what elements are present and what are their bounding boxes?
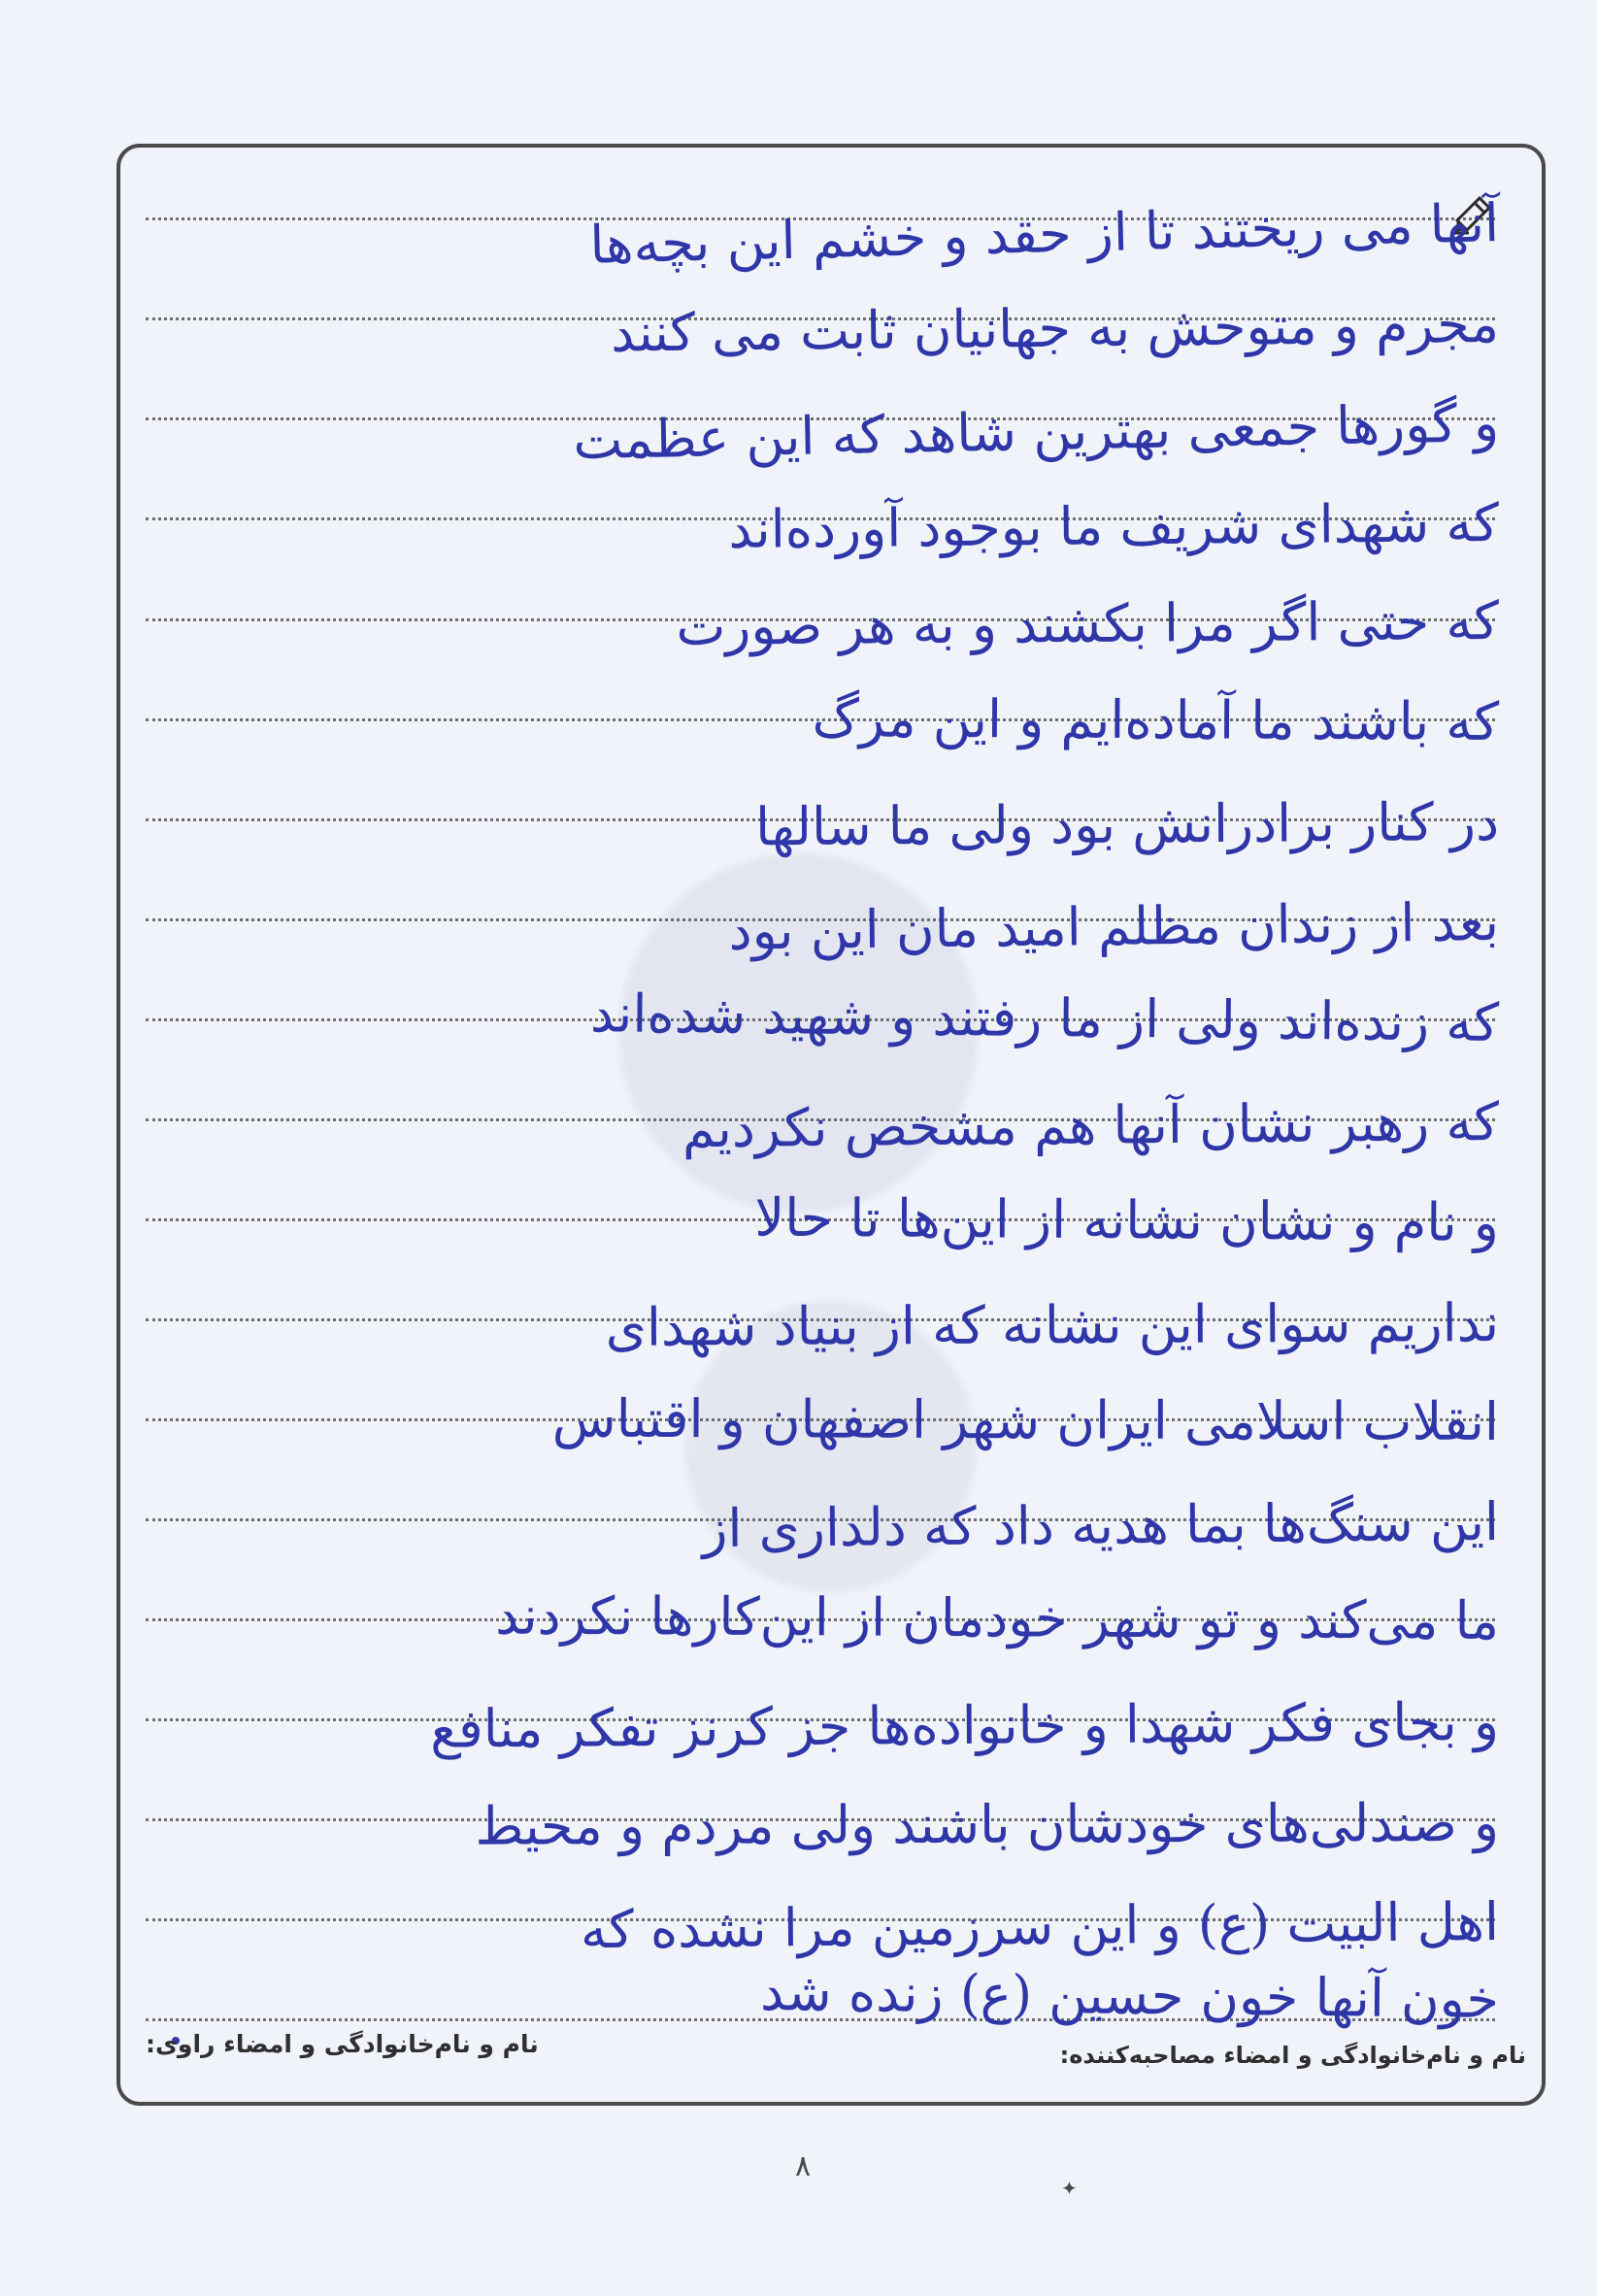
star-mark: ✦ bbox=[1061, 2177, 1078, 2200]
handwritten-line: که حتی اگر مرا بکشند و به هر صورت bbox=[676, 590, 1500, 657]
handwritten-line: در کنار برادرانش بود ولی ما سالها bbox=[754, 791, 1500, 858]
handwritten-line: نداریم سوای این نشانه که از بنیاد شهدای bbox=[605, 1292, 1500, 1358]
handwritten-line: ما می‌کند و تو شهر خودمان از این‌کارها نکردند bbox=[495, 1584, 1500, 1651]
handwritten-line: مجرم و متوحش به جهانیان ثابت می کنند bbox=[610, 293, 1500, 364]
handwritten-line: و صندلی‌های خودشان باشند ولی مردم و محیط bbox=[475, 1792, 1500, 1857]
handwritten-line: اهل البیت (ع) و این سرزمین مرا نشده که bbox=[580, 1891, 1500, 1961]
handwritten-line: خون آنها خون حسین (ع) زنده شد bbox=[759, 1961, 1500, 2030]
handwritten-line: که رهبر نشان آنها هم مشخص نکردیم bbox=[682, 1091, 1500, 1160]
handwritten-line: که زنده‌اند ولی از ما رفتند و شهید شده‌اند bbox=[589, 982, 1500, 1053]
signature-footer bbox=[128, 2022, 1534, 2090]
handwritten-line: انقلاب اسلامی ایران شهر اصفهان و اقتباس bbox=[551, 1387, 1500, 1452]
handwritten-line: و گورها جمعی بهترین شاهد که این عظمت bbox=[572, 392, 1500, 472]
handwritten-line: بعد از زندان مظلم امید مان این بود bbox=[728, 891, 1500, 962]
page-number: ۸ bbox=[794, 2149, 812, 2183]
handwritten-transcript bbox=[82, 173, 1499, 2046]
handwritten-line: این سنگ‌ها بما هدیه داد که دلداری از bbox=[702, 1491, 1500, 1560]
handwritten-line: آنها می ریختند تا از حقد و خشم این بچه‌ها bbox=[588, 192, 1500, 276]
handwritten-line: که باشند ما آماده‌ایم و این مرگ bbox=[812, 687, 1500, 752]
narrator-label: نام و نام‌خانوادگی و امضاء راوی: bbox=[146, 2030, 539, 2058]
interviewer-label: نام و نام‌خانوادگی و امضاء مصاحبه‌کننده: bbox=[1059, 2042, 1526, 2069]
handwritten-line: و بجای فکر شهدا و خانواده‌ها جز کرنز تفکر منافع bbox=[429, 1691, 1500, 1760]
handwritten-line: و نام و نشان نشانه از این‌ها تا حالا bbox=[754, 1186, 1500, 1253]
handwritten-line: که شهدای شریف ما بوجود آورده‌اند bbox=[728, 492, 1500, 560]
